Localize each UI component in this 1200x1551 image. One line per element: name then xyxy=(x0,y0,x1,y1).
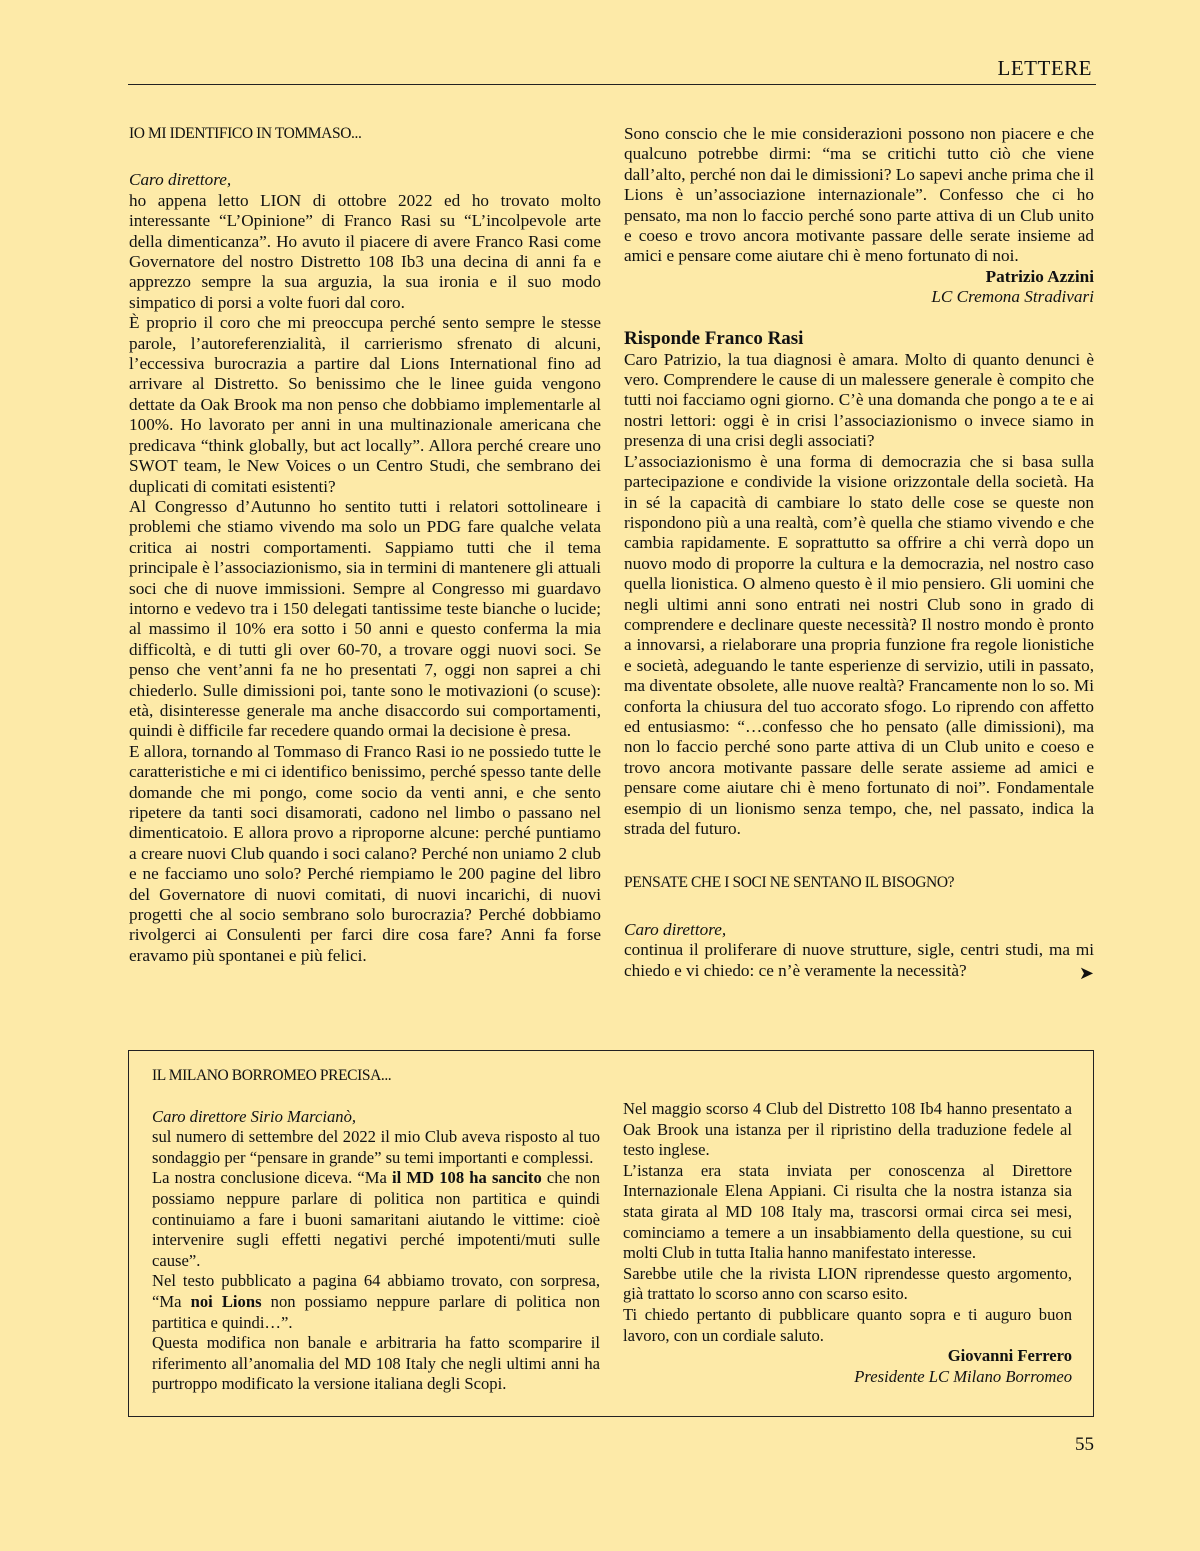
box-right-column xyxy=(623,1099,1072,1387)
box-paragraph xyxy=(152,1168,600,1271)
letter-tommaso-column xyxy=(129,124,601,966)
letter-greeting: Caro direttore, xyxy=(129,170,232,190)
letter-text: continua il proliferare di nuove strutture, sigle, centri studi, ma mi chiedo e vi chiedo: ce n’è veramente la necessità? xyxy=(624,940,1094,980)
text-run: Nel testo pubblicato a pagina 64 abbiamo trovato, con sorpresa, “Ma xyxy=(152,1271,600,1311)
bold-text: il MD 108 ha sancito xyxy=(392,1168,542,1188)
text-run: che non possiamo neppure parlare di politica non partitica e quindi continuiamo a fare i buoni samaritani aiutando le vittime: cioè intervenire sugli effetti negativi perché impotenti/muti sulle cause”. xyxy=(152,1168,600,1270)
milano-borromeo-box xyxy=(128,1050,1094,1417)
box-greeting: Caro direttore Sirio Marcianò, xyxy=(152,1106,357,1126)
letter-greeting: Caro direttore, xyxy=(624,919,727,939)
box-paragraph: L’istanza era stata inviata per conoscenza al Direttore Internazionale Elena Appiani. Ci risulta che la nostra istanza sia stata girata al MD 108 Italy ma, trascorsi ormai circa sei mesi, cominciamo a temere a un insabbiamento della questione, su cui molti Club in tutta Italia hanno manifestato interesse. xyxy=(623,1160,1072,1263)
box-title: IL MILANO BORROMEO PRECISA... xyxy=(152,1067,392,1084)
letter-paragraph xyxy=(624,940,1094,981)
letter-paragraph: ho appena letto LION di ottobre 2022 ed ho trovato molto interessante “L’Opinione” di Franco Rasi su “L’incolpevole arte della dimenticanza”. Ho avuto il piacere di avere Franco Rasi come Governatore del nostro Distretto 108 Ib3 una decina di anni fa e apprezzo sempre la sua arguzia, la sua ironia e il suo modo simpatico di porsi a volte fuori dal coro. xyxy=(129,190,601,312)
reply-paragraph: L’associazionismo è una forma di democrazia che si basa sulla partecipazione e condivide la visione orizzontale della società. Ha in sé la capacità di cambiare lo stato delle cose se queste non rispondono più a una realtà, com’è quella che stiamo vivendo e che cambia rapidamente. E soprattutto sa offrire a chi verrà dopo un nuovo modo di proporre la cultura e la democrazia, nel nostro caso quella lionistica. O almeno questo è il mio pensiero. Gli uomini che negli ultimi anni sono entrati nei nostri Club sono in grado di comprendere e declinare queste necessità? Il nostro mondo è pronto a innovarsi, a rielaborare una propria funzione fra regole lionistiche e società, adeguando le tante esperienze di servizio, utili in passato, ma diventate obsolete, alle nuove realtà? Francamente non lo so. Mi conforta la chiusura del tuo accorato sfogo. Lo riprendo con affetto ed entusiasmo: “…confesso che ho pensato (alle dimissioni), ma non lo faccio perché sono parte attiva di un Club unito e coeso e trovo ancora motivante passare delle serate assieme ad amici e pensare come aiutare chi è meno fortunato di noi”. Fondamentale esempio di un lionismo senza tempo, che, nel passato, indica la strada del futuro. xyxy=(624,451,1094,838)
text-run: La nostra conclusione diceva. “Ma xyxy=(152,1168,393,1188)
box-signature-name: Giovanni Ferrero xyxy=(947,1346,1072,1366)
box-left-column xyxy=(152,1066,600,1395)
letter-title: PENSATE CHE I SOCI NE SENTANO IL BISOGNO? xyxy=(624,874,955,892)
box-paragraph xyxy=(152,1271,600,1333)
continue-arrow-icon: ➤ xyxy=(1078,962,1094,983)
header-divider xyxy=(128,84,1096,85)
letter-paragraph: Sono conscio che le mie considerazioni possono non piacere e che qualcuno potrebbe dirmi: “ma se critichi tutto ciò che viene dall’alto, perché non dai le dimissioni? Lo sapevi anche prima che il Lions è un’associazione internazionale”. Confesso che ci ho pensato, ma non lo faccio perché sono parte attiva di un Club unito e coeso e trovo ancora motivante passare delle serate insieme ad amici e pensare come aiutare chi è meno fortunato di noi. xyxy=(624,124,1094,266)
reply-paragraph: Caro Patrizio, la tua diagnosi è amara. Molto di quanto denunci è vero. Comprendere le cause di un malessere generale è compito che tutti noi facciamo ogni giorno. C’è una domanda che pongo a te e ai nostri lettori: oggi è in crisi l’associazionismo o invece siamo in presenza di una crisi degli associati? xyxy=(624,349,1094,451)
reply-title: Risponde Franco Rasi xyxy=(624,327,804,349)
letter-paragraph: È proprio il coro che mi preoccupa perché sento sempre le stesse parole, l’autoreferenzialità, il carrierismo sfrenato di alcuni, l’eccessiva burocrazia a partire dal Lions International fino ad arrivare al Distretto. So benissimo che le linee guida vengono dettate da Oak Brook ma non penso che dobbiamo implementarle al 100%. Ho lavorato per anni in una multinazionale americana che predicava “think globally, but act locally”. Allora perché creare uno SWOT team, le New Voices o un Centro Studi, che sembrano dei duplicati di comitati esistenti? xyxy=(129,313,601,496)
box-paragraph: Sarebbe utile che la rivista LION riprendesse questo argomento, già trattato lo scorso anno con scarso esito. xyxy=(623,1263,1072,1304)
section-label: LETTERE xyxy=(997,56,1092,80)
letter-paragraph: Al Congresso d’Autunno ho sentito tutti i relatori sottolineare i problemi che stiamo vivendo ma solo un PDG fare qualche velata critica ai nostri comportamenti. Sappiamo tutti che il tema principale è l’associazionismo, sia in termini di mantenere gli attuali soci che di nuove immissioni. Sempre al Congresso mi guardavo intorno e vedevo tra i 150 delegati tantissime teste bianche o lucide; al massimo il 10% era sotto i 50 anni e questo conferma la mia difficoltà, e di tutti gli over 60-70, a trovare oggi nuovi soci. Se penso che vent’anni fa ne ho presentati 7, oggi non saprei a chi chiederlo. Sulle dimissioni poi, tante sono le motivazioni (o scuse): età, disinteresse generale ma anche disaccordo sui comportamenti, quindi è difficile far recedere quando ormai la decisione è presa. xyxy=(129,496,601,741)
letter-paragraph: E allora, tornando al Tommaso di Franco Rasi io ne possiedo tutte le caratteristiche e mi ci identifico benissimo, perché spesso tante delle domande che mi pongo, come socio da venti anni, e che sento ripetere da tanti soci disamorati, cadono nel limbo o passano nel dimenticatoio. E allora provo a riproporne alcune: perché puntiamo a creare nuovi Club quando i soci calano? Perché non uniamo 2 club e ne facciamo uno solo? Perché riempiamo le 200 pagine del libro del Governatore di nuovi comitati, di nuovi incarichi, di nuovi progetti che al socio sembrano solo burocrazia? Perché dobbiamo rivolgerci ai Consulenti per farci dire cosa fare? Anni fa forse eravamo più spontanei e più felici. xyxy=(129,741,601,965)
signature-club: LC Cremona Stradivari xyxy=(931,287,1094,307)
signature-name: Patrizio Azzini xyxy=(985,266,1094,286)
bold-text: noi Lions xyxy=(190,1291,262,1311)
letter-title: IO MI IDENTIFICO IN TOMMASO... xyxy=(129,125,362,142)
page-number: 55 xyxy=(1075,1434,1094,1455)
right-column xyxy=(624,124,1094,983)
box-paragraph: Questa modifica non banale e arbitraria ha fatto scomparire il riferimento all’anomalia del MD 108 Italy che negli ultimi anni ha purtroppo modificato la versione italiana degli Scopi. xyxy=(152,1333,600,1394)
text-run: non possiamo neppure parlare di politica non partitica e quindi…”. xyxy=(152,1291,600,1332)
box-paragraph: sul numero di settembre del 2022 il mio Club aveva risposto al tuo sondaggio per “pensare in grande” su temi importanti e complessi. xyxy=(152,1127,600,1167)
box-paragraph: Nel maggio scorso 4 Club del Distretto 108 Ib4 hanno presentato a Oak Brook una istanza per il ripristino della traduzione fedele al testo inglese. xyxy=(623,1099,1072,1160)
box-paragraph: Ti chiedo pertanto di pubblicare quanto sopra e ti auguro buon lavoro, con un cordiale saluto. xyxy=(623,1304,1072,1345)
box-signature-role: Presidente LC Milano Borromeo xyxy=(854,1366,1072,1386)
